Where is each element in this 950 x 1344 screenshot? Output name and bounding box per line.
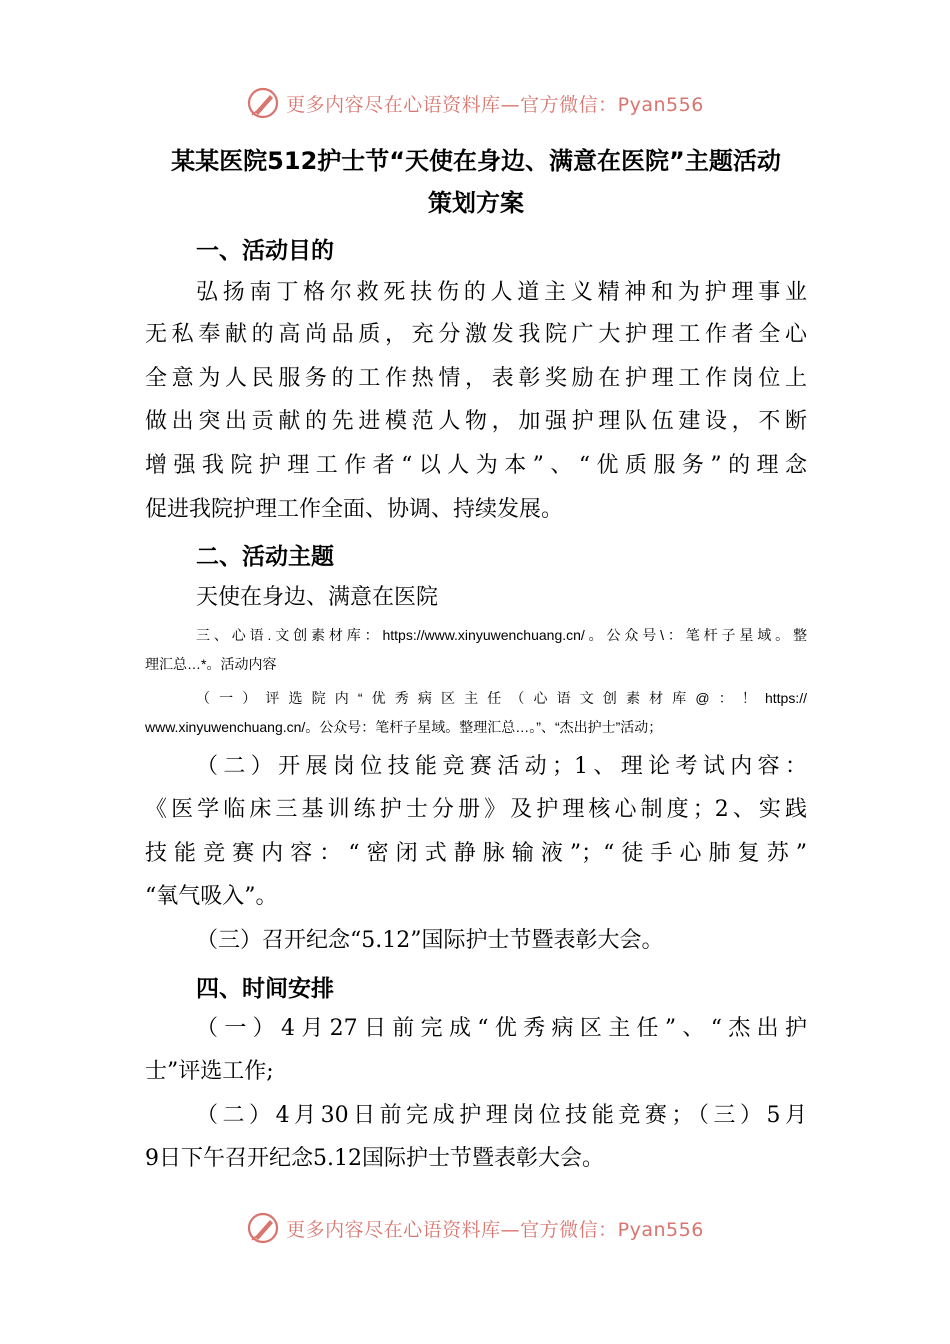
paragraph-line: 士”评选工作; — [145, 1059, 274, 1084]
paragraph-line: （一）4月27日前完成“优秀病区主任”、“杰出护 — [196, 1016, 807, 1041]
paragraph-line: 技能竞赛内容：“密闭式静脉输液”；“徒手心肺复苏” — [145, 841, 807, 866]
section-heading-schedule: 四、时间安排 — [196, 976, 334, 1002]
paragraph-line: 无私奉献的高尚品质，充分激发我院广大护理工作者全心 — [145, 322, 807, 347]
paragraph-line: 增强我院护理工作者“以人为本”、“优质服务”的理念 — [145, 453, 807, 478]
banner-text: 更多内容尽在心语资料库—官方微信：Pyan556 — [286, 1218, 704, 1241]
pen-logo-icon — [246, 1211, 280, 1245]
paragraph-line: 弘扬南丁格尔救死扶伤的人道主义精神和为护理事业 — [196, 280, 807, 305]
header-banner — [0, 78, 950, 128]
theme-text: 天使在身边、满意在医院 — [196, 585, 439, 610]
footer-banner — [0, 1203, 950, 1253]
paragraph-line: （二）开展岗位技能竞赛活动；1、理论考试内容： — [196, 754, 807, 779]
paragraph-line: 《医学临床三基训练护士分册》及护理核心制度；2、实践 — [145, 797, 807, 822]
paragraph-line: 9日下午召开纪念5.12国际护士节暨表彰大会。 — [145, 1146, 604, 1171]
paragraph-line: 做出突出贡献的先进模范人物，加强护理队伍建设，不断 — [145, 409, 807, 434]
paragraph-line: （二）4月30日前完成护理岗位技能竞赛；（三）5月 — [196, 1103, 807, 1128]
paragraph-line: “氧气吸入”。 — [145, 884, 278, 909]
banner-text: 更多内容尽在心语资料库—官方微信：Pyan556 — [286, 93, 704, 116]
document-title-line2: 策划方案 — [428, 189, 524, 217]
small-text-line: （一）评选院内“优秀病区主任（心语文创素材库@：！https:// — [196, 690, 807, 706]
paragraph-line: 全意为人民服务的工作热情，表彰奖励在护理工作岗位上 — [145, 366, 807, 391]
section-heading-theme: 二、活动主题 — [196, 544, 334, 570]
section-heading-purpose: 一、活动目的 — [196, 238, 334, 264]
small-text-line: www.xinyuwenchuang.cn/。公众号：笔杆子星域。整理汇总…。”、“杰出护士”活动； — [145, 719, 663, 735]
paragraph-line: 促进我院护理工作全面、协调、持续发展。 — [145, 497, 564, 522]
paragraph-line: （三）召开纪念“5.12”国际护士节暨表彰大会。 — [196, 928, 664, 953]
small-text-line: 三、心语.文创素材库：https://www.xinyuwenchuang.cn/。公众号\：笔杆子星域。整 — [196, 627, 807, 643]
document-title-line1: 某某医院512护士节“天使在身边、满意在医院”主题活动 — [171, 147, 781, 175]
small-text-line: 理汇总…*。活动内容 — [145, 656, 277, 672]
pen-logo-icon — [246, 86, 280, 120]
